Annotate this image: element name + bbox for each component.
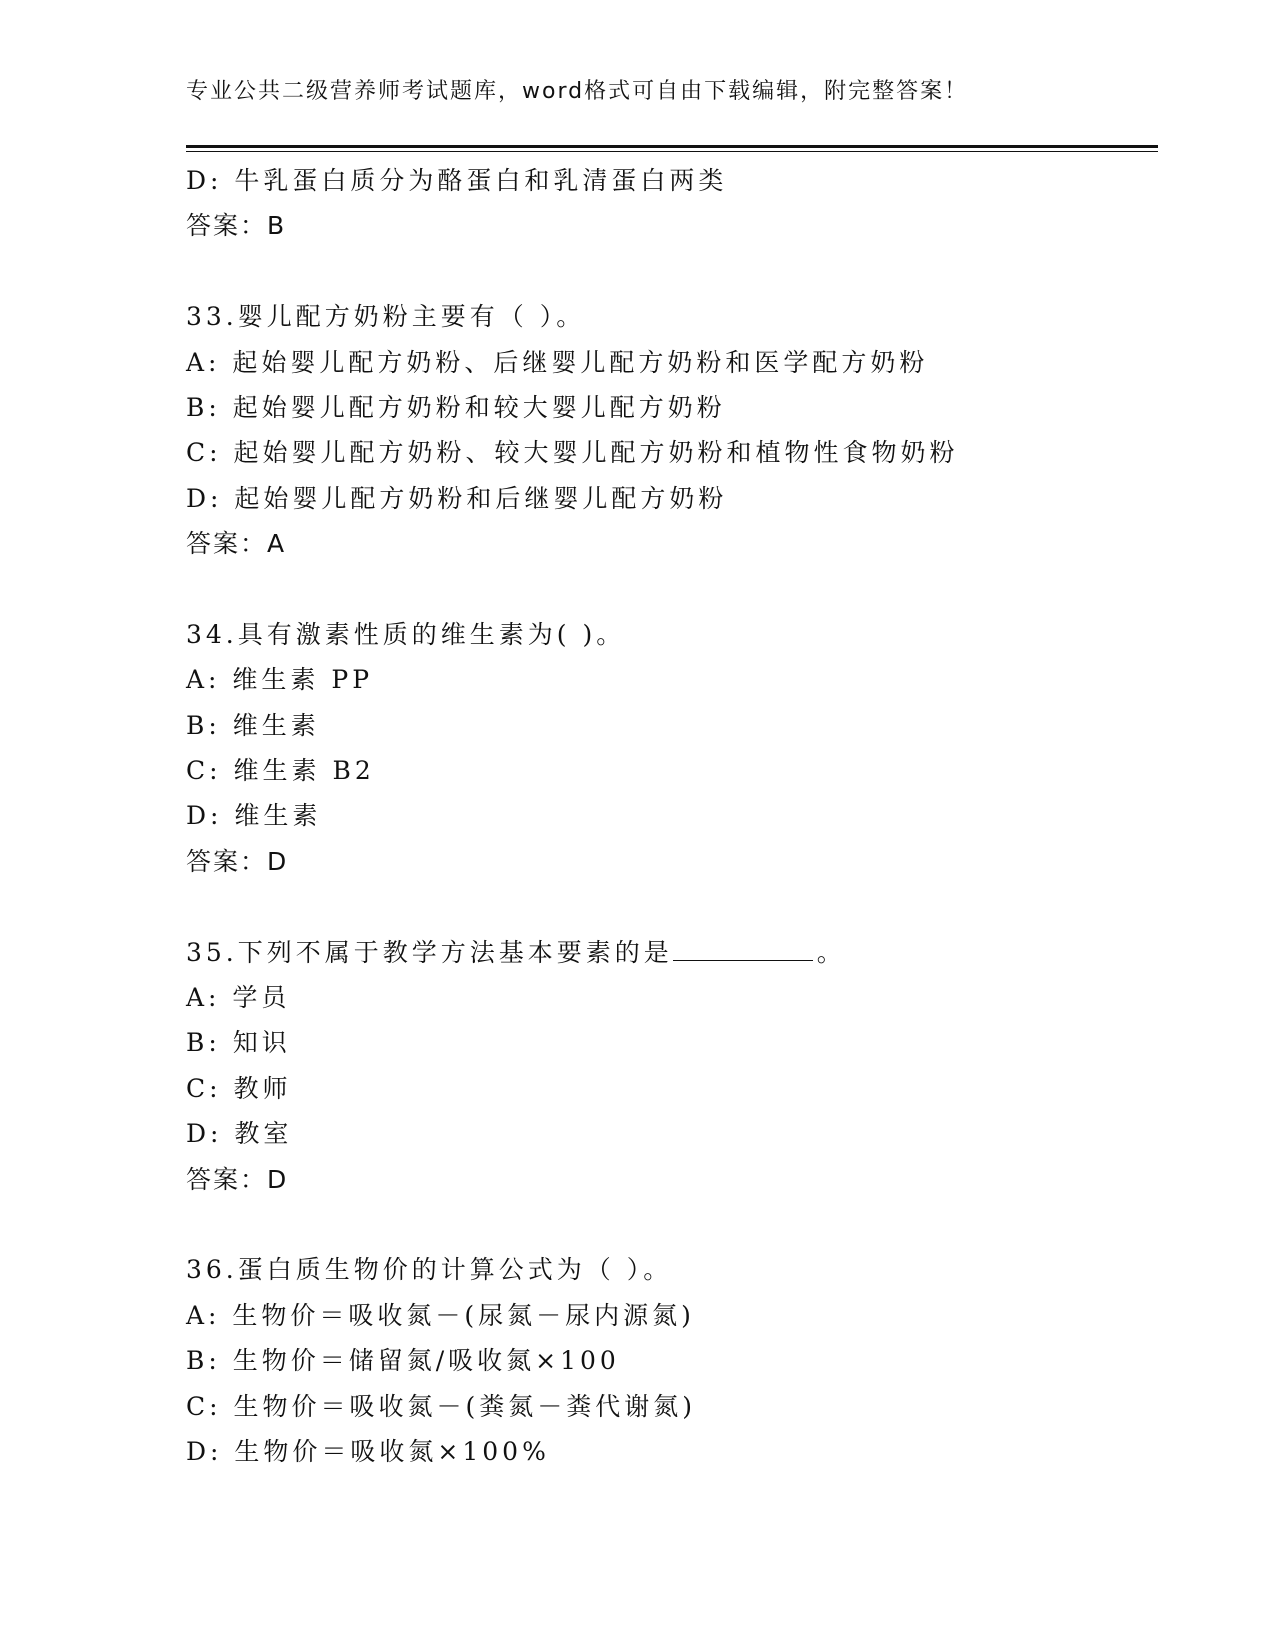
q34-answer: 答案：D (186, 846, 289, 876)
q36-option-c: C: 生物价＝吸收氮－(粪氮－粪代谢氮) (186, 1391, 697, 1421)
q35-stem-end: 。 (816, 937, 846, 967)
q35-stem-line (186, 930, 1166, 975)
q35-option-c: C: 教师 (186, 1073, 292, 1103)
header-rule-thin (186, 151, 1158, 152)
q34-option-d: D: 维生素 (186, 801, 322, 831)
q32-answer: 答案：B (186, 211, 287, 241)
q35-option-b: B: 知识 (186, 1028, 291, 1058)
question-content (186, 158, 1166, 1474)
page-header: 专业公共二级营养师考试题库，word格式可自由下载编辑，附完整答案！ (186, 79, 969, 104)
spacer (186, 567, 1166, 612)
q33-option-b: B: 起始婴儿配方奶粉和较大婴儿配方奶粉 (186, 392, 726, 422)
q34-option-b: B: 维生素 (186, 710, 320, 740)
q36-option-b: B: 生物价＝储留氮/吸收氮×100 (186, 1346, 620, 1376)
q33-stem: 33.婴儿配方奶粉主要有（ ）。 (186, 302, 586, 332)
spacer (186, 249, 1166, 294)
q36-option-d: D: 生物价＝吸收氮×100% (186, 1436, 550, 1466)
fill-in-blank (673, 934, 813, 961)
q33-option-c: C: 起始婴儿配方奶粉、较大婴儿配方奶粉和植物性食物奶粉 (186, 438, 959, 468)
q34-option-c: C: 维生素 B2 (186, 756, 375, 786)
q33-answer: 答案：A (186, 529, 287, 559)
q33-option-d: D: 起始婴儿配方奶粉和后继婴儿配方奶粉 (186, 483, 728, 513)
q35-option-d: D: 教室 (186, 1119, 293, 1149)
q32-option-d: D: 牛乳蛋白质分为酪蛋白和乳清蛋白两类 (186, 166, 728, 195)
q35-answer: 答案：D (186, 1164, 289, 1194)
q34-option-a: A: 维生素 PP (186, 665, 374, 695)
q35-stem: 35.下列不属于教学方法基本要素的是 (186, 937, 673, 967)
q34-stem: 34.具有激素性质的维生素为( )。 (186, 619, 626, 649)
spacer (186, 884, 1166, 929)
q33-option-a: A: 起始婴儿配方奶粉、后继婴儿配方奶粉和医学配方奶粉 (186, 347, 929, 377)
spacer (186, 1202, 1166, 1247)
q36-option-a: A: 生物价＝吸收氮－(尿氮－尿内源氮) (186, 1300, 695, 1330)
q35-option-a: A: 学员 (186, 983, 291, 1013)
q36-stem: 36.蛋白质生物价的计算公式为（ ）。 (186, 1255, 673, 1285)
header-rule-thick (186, 145, 1158, 148)
